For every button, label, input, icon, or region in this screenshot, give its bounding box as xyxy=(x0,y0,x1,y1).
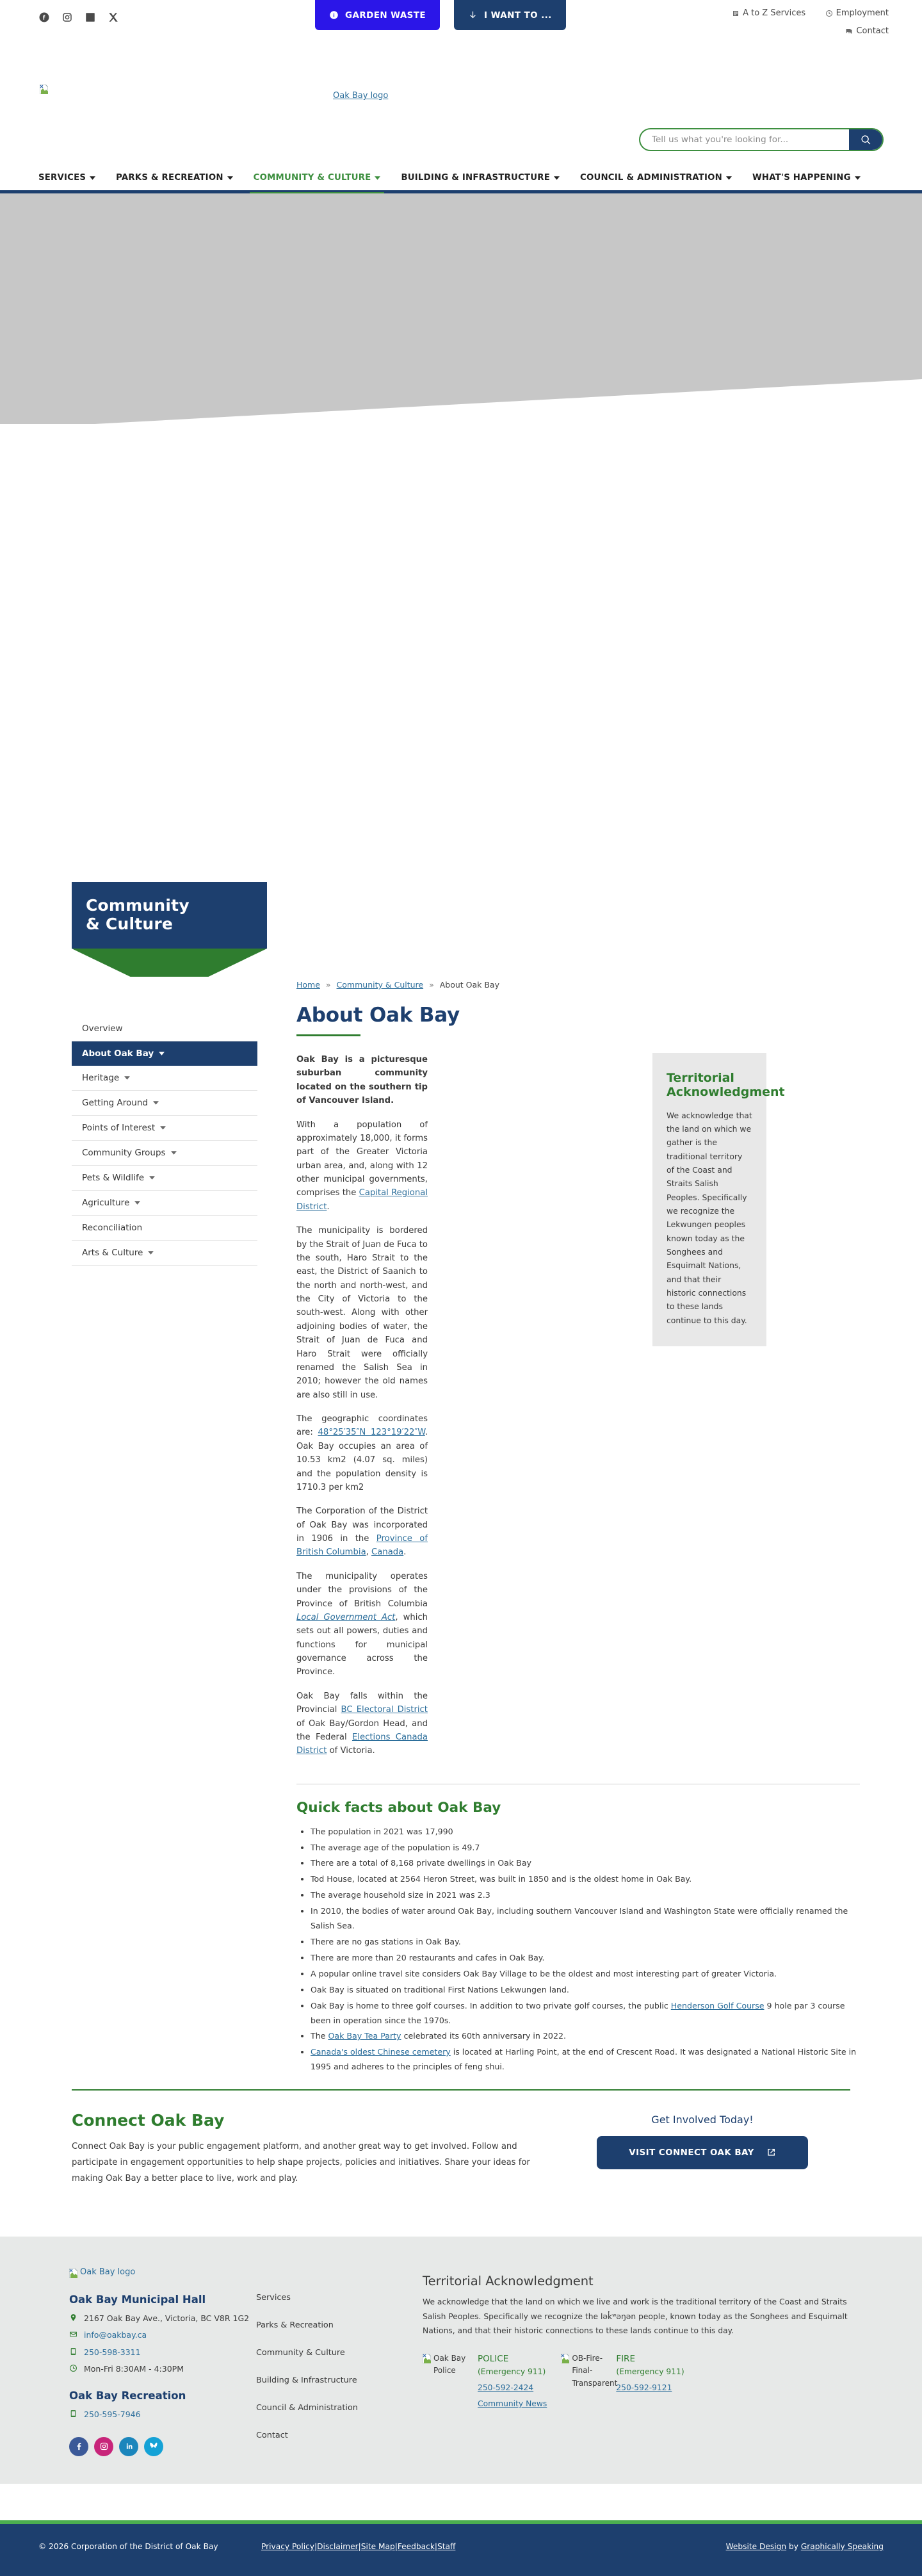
fire-contact xyxy=(561,2352,684,2410)
footer-logo xyxy=(69,2267,135,2277)
chevron-down-icon xyxy=(855,176,861,180)
list-item xyxy=(311,2045,860,2075)
breadcrumb-separator: » xyxy=(325,980,331,990)
staff-link[interactable]: Staff xyxy=(437,2542,456,2551)
fire-phone-link[interactable]: 250-592-9121 xyxy=(616,2383,672,2393)
footer-logo-alt: Oak Bay logo xyxy=(80,2267,136,2277)
community-news-link[interactable]: Community News xyxy=(478,2399,547,2409)
website-design-credit xyxy=(726,2542,884,2551)
coordinates-link[interactable]: 48°25′35″N 123°19′22″W xyxy=(318,1428,425,1438)
footer-email-link[interactable]: info@oakbay.ca xyxy=(84,2330,147,2340)
sidebar-item-arts-culture[interactable] xyxy=(72,1241,257,1266)
sidebar-item-label: Getting Around xyxy=(82,1098,148,1108)
footer-nav-column xyxy=(256,2267,423,2458)
chevron-down-icon xyxy=(227,176,233,180)
police-info xyxy=(478,2352,547,2410)
sidebar-item-points-of-interest[interactable] xyxy=(72,1116,257,1141)
list-item-text: 9 hole par 3 course been in operation since the 1970s. xyxy=(311,2000,845,2025)
employment-label: Employment xyxy=(836,8,889,18)
instagram-icon[interactable] xyxy=(94,2437,113,2456)
phone-icon xyxy=(69,2347,77,2356)
nav-item-community-culture[interactable] xyxy=(254,164,381,192)
phone-icon xyxy=(69,2409,77,2418)
sidebar-item-about-oak-bay[interactable] xyxy=(72,1041,257,1066)
site-map-link[interactable]: Site Map xyxy=(360,2542,395,2551)
breadcrumb-section[interactable]: Community & Culture xyxy=(336,980,424,990)
footer-hours: Mon-Fri 8:30AM - 4:30PM xyxy=(84,2364,184,2374)
i-want-to-label: I WANT TO ... xyxy=(484,10,552,20)
instagram-icon[interactable] xyxy=(61,12,73,23)
site-logo-left[interactable] xyxy=(40,83,51,93)
main-navigation xyxy=(0,165,922,193)
garden-waste-label: GARDEN WASTE xyxy=(345,10,426,20)
sidebar-item-heritage[interactable] xyxy=(72,1066,257,1091)
fire-logo xyxy=(561,2352,618,2390)
list-item-text: Oak Bay is home to three golf courses. In addition to two private golf courses, the public xyxy=(311,2000,671,2010)
paragraph-text: The municipality operates under the provisions of the Province of British Columbia xyxy=(296,1571,428,1609)
list-item: • Tod House, located at 2564 Heron Street, was built in 1850 and is the oldest home in Oak Bay. xyxy=(311,1872,860,1887)
arrow-down-icon xyxy=(468,10,478,20)
contact-link[interactable] xyxy=(845,23,889,40)
chevron-down-icon xyxy=(554,176,560,180)
paragraph-governance xyxy=(296,1570,428,1679)
sidebar-item-getting-around[interactable] xyxy=(72,1091,257,1116)
contact-label: Contact xyxy=(856,26,889,36)
hero-banner xyxy=(0,193,922,462)
footer-link-council-administration[interactable]: Council & Administration xyxy=(256,2403,358,2413)
footer-acknowledgment-column xyxy=(423,2267,884,2458)
i-want-to-button[interactable] xyxy=(454,0,566,30)
sidebar-item-label: Arts & Culture xyxy=(82,1248,143,1258)
police-logo xyxy=(423,2352,470,2377)
list-item: • In 2010, the bodies of water around Oak Bay, including southern Vancouver Island and Washington State were officially renamed the Salish Sea. xyxy=(311,1904,860,1934)
sidebar-item-label: Community Groups xyxy=(82,1148,166,1158)
get-involved-heading: Get Involved Today! xyxy=(651,2114,754,2126)
connect-text-block xyxy=(72,2111,558,2187)
chevron-down-icon xyxy=(124,1076,130,1080)
oak-bay-tea-party-link[interactable]: Oak Bay Tea Party xyxy=(328,2031,401,2041)
sidebar-item-community-groups[interactable] xyxy=(72,1141,257,1166)
nav-label: COMMUNITY & CULTURE xyxy=(253,173,371,183)
footer-link-building-infrastructure[interactable]: Building & Infrastructure xyxy=(256,2376,357,2385)
footer-ack-title: Territorial Acknowledgment xyxy=(423,2274,594,2288)
list-item: • There are more than 20 restaurants and cafes in Oak Bay. xyxy=(311,1951,860,1966)
location-pin-icon xyxy=(69,2313,77,2322)
employment-link[interactable] xyxy=(825,5,889,22)
police-label: POLICE xyxy=(478,2354,509,2365)
chevron-down-icon xyxy=(153,1101,159,1105)
footer-link-community-culture[interactable]: Community & Culture xyxy=(256,2348,345,2358)
sidebar-item-label: Heritage xyxy=(82,1073,120,1083)
nav-label: WHAT'S HAPPENING xyxy=(752,173,851,183)
graphically-speaking-link[interactable]: Graphically Speaking xyxy=(800,2542,884,2551)
logo-row xyxy=(0,44,922,114)
quick-facts-list xyxy=(296,1825,860,2075)
footer-hall-title: Oak Bay Municipal Hall xyxy=(69,2294,206,2306)
paragraph-electoral xyxy=(296,1690,428,1758)
list-item: • The population in 2021 was 17,990 xyxy=(311,1825,860,1839)
footer-hours-row xyxy=(69,2363,256,2375)
list-item-text: The xyxy=(311,2031,328,2041)
connect-cta-block xyxy=(597,2111,808,2169)
envelope-icon xyxy=(69,2329,77,2339)
chevron-down-icon xyxy=(149,1176,155,1180)
footer-address-row xyxy=(69,2312,256,2324)
website-design-link[interactable]: Website Design xyxy=(725,2542,787,2551)
article-text-column xyxy=(296,1053,428,1768)
paragraph-text: . Oak Bay occupies an area of 10.53 km2 (4.07 sq. miles) and the population density is 1710.3 per km2 xyxy=(296,1428,428,1492)
search-row xyxy=(0,114,922,165)
nav-item-council-administration[interactable] xyxy=(580,164,732,192)
paragraph-text: , which sets out all powers, duties and functions for municipal governance across the Province. xyxy=(296,1612,428,1677)
section-title-box xyxy=(72,882,267,949)
paragraph-text: With a population of approximately 18,000, it forms part of the Greater Victoria urban area, and, along with 12 other municipal governments, comprises the xyxy=(296,1120,428,1198)
chevron-down-icon xyxy=(171,1151,177,1155)
footer-social-links xyxy=(69,2437,256,2456)
a-to-z-services-label: A to Z Services xyxy=(743,8,806,18)
paragraph-population xyxy=(296,1118,428,1214)
sidebar-item-agriculture[interactable] xyxy=(72,1191,257,1216)
clock-icon xyxy=(825,10,833,17)
section-sidebar xyxy=(72,1016,257,1266)
chevron-down-icon xyxy=(159,1052,165,1056)
sidebar-item-reconciliation[interactable] xyxy=(72,1216,257,1241)
nav-label: SERVICES xyxy=(38,173,86,183)
disclaimer-link[interactable]: Disclaimer xyxy=(317,2542,359,2551)
title-underline xyxy=(296,1034,360,1036)
broken-image-icon xyxy=(69,2269,77,2278)
nav-label: PARKS & RECREATION xyxy=(116,173,223,183)
footer-link-contact[interactable]: Contact xyxy=(256,2431,288,2440)
copyright-bar xyxy=(0,2524,922,2576)
police-phone-link[interactable]: 250-592-2424 xyxy=(478,2383,534,2393)
garden-waste-button[interactable] xyxy=(315,0,440,30)
chevron-down-icon xyxy=(148,1251,154,1255)
chat-icon xyxy=(845,28,853,35)
henderson-golf-course-link[interactable]: Henderson Golf Course xyxy=(670,2000,764,2010)
visit-button-label: VISIT CONNECT OAK BAY xyxy=(629,2148,754,2158)
paragraph-text: . xyxy=(327,1202,330,1212)
nav-item-parks-recreation[interactable] xyxy=(116,164,233,192)
chevron-down-icon xyxy=(160,1126,166,1130)
chevron-down-icon xyxy=(375,176,380,180)
broken-image-icon xyxy=(561,2354,569,2363)
chevron-down-icon xyxy=(726,176,732,180)
footer-contact-column xyxy=(38,2267,256,2458)
footer-email-row xyxy=(69,2329,256,2341)
nav-label: COUNCIL & ADMINISTRATION xyxy=(580,173,722,183)
chevron-down-icon xyxy=(90,176,95,180)
page-title: About Oak Bay xyxy=(296,1004,460,1027)
list-item: • There are no gas stations in Oak Bay. xyxy=(311,1935,860,1950)
section-title-line2: & Culture xyxy=(86,915,174,933)
copyright-links: Privacy Policy|Disclaimer|Site Map|Feedback|Staff xyxy=(261,2542,456,2551)
sidebar-item-pets-wildlife[interactable] xyxy=(72,1166,257,1191)
clock-icon xyxy=(69,2363,77,2373)
paragraph-text: of Oak Bay/Gordon Head, and the Federal xyxy=(296,1718,428,1742)
list-item xyxy=(311,1999,860,2028)
site-footer xyxy=(0,2237,922,2484)
canada-link[interactable]: Canada xyxy=(371,1547,404,1558)
top-social-links xyxy=(38,12,119,23)
paragraph-coordinates xyxy=(296,1412,428,1494)
list-icon xyxy=(732,10,740,17)
linkedin-icon[interactable] xyxy=(85,12,96,23)
top-quick-links xyxy=(677,5,889,41)
site-search-form xyxy=(639,128,884,151)
external-link-icon xyxy=(766,2148,776,2158)
sidebar-item-overview[interactable] xyxy=(72,1016,257,1041)
site-logo-center-alt: Oak Bay logo xyxy=(333,91,389,101)
paragraph-text: , xyxy=(366,1547,372,1558)
main-content xyxy=(296,1004,860,2076)
province-bc-link[interactable]: Province of British Columbia xyxy=(296,1534,428,1558)
info-icon xyxy=(329,10,339,20)
capital-regional-district-link[interactable]: Capital Regional District xyxy=(296,1188,428,1212)
section-title-flag xyxy=(72,949,267,977)
section-title-card xyxy=(72,882,190,977)
nav-item-building-infrastructure[interactable] xyxy=(401,164,560,192)
paragraph-incorporation xyxy=(296,1504,428,1560)
sidebar-item-label: Pets & Wildlife xyxy=(82,1173,145,1183)
nav-label: BUILDING & INFRASTRUCTURE xyxy=(401,173,550,183)
list-item-text: is located at Harling Point, at the end of Crescent Road. It was designated a National Historic Site in 1995 and adheres to the principles of feng shui. xyxy=(311,2047,857,2072)
footer-phone-link[interactable]: 250-598-3311 xyxy=(84,2347,141,2357)
footer-recreation-title: Oak Bay Recreation xyxy=(69,2389,186,2402)
paragraph-text: Oak Bay falls within the Provincial xyxy=(296,1691,428,1715)
copyright-text: © 2026 Corporation of the District of Oak Bay xyxy=(38,2542,218,2551)
top-cta-group xyxy=(315,0,566,30)
bluesky-icon[interactable] xyxy=(144,2437,163,2456)
broken-image-icon xyxy=(40,85,48,94)
nav-item-whats-happening[interactable] xyxy=(752,164,861,192)
sidebar-item-label: Points of Interest xyxy=(82,1123,156,1133)
sidebar-item-label: Agriculture xyxy=(82,1198,130,1208)
sidebar-item-label: Reconciliation xyxy=(82,1223,143,1233)
top-utility-bar xyxy=(0,0,922,44)
a-to-z-services-link[interactable] xyxy=(732,5,805,22)
list-item: • The average household size in 2021 was 2.3 xyxy=(311,1888,860,1903)
search-icon xyxy=(861,135,871,145)
list-item: • A popular online travel site considers Oak Bay Village to be the oldest and most interesting part of greater Victoria. xyxy=(311,1967,860,1982)
search-button[interactable] xyxy=(849,129,882,150)
quick-facts-title: Quick facts about Oak Bay xyxy=(296,1799,501,1816)
connect-body: Connect Oak Bay is your public engagement platform, and another great way to get involved. Follow and participate in engagement opportunities to help shape projects, policies and initiatives. Share your ideas for making Oak Bay a better place to live, work and play. xyxy=(72,2142,530,2184)
lead-paragraph: Oak Bay is a picturesque suburban community located on the southern tip of Vancouver Island. xyxy=(296,1055,428,1106)
section-divider xyxy=(72,2089,850,2091)
breadcrumb-home[interactable]: Home xyxy=(296,980,320,990)
x-icon[interactable] xyxy=(108,12,119,23)
footer-link-parks-recreation[interactable]: Parks & Recreation xyxy=(256,2320,334,2330)
breadcrumb xyxy=(296,980,499,990)
visit-connect-oak-bay-button[interactable] xyxy=(597,2136,808,2169)
credit-text: by xyxy=(786,2542,801,2551)
broken-image-icon xyxy=(423,2354,431,2363)
list-item: • Oak Bay is situated on traditional First Nations Lekwungen land. xyxy=(311,1983,860,1998)
police-logo-alt: Oak Bay Police xyxy=(433,2354,466,2376)
fire-label: FIRE xyxy=(616,2354,635,2365)
search-input[interactable] xyxy=(640,129,849,150)
paragraph-text: The geographic coordinates are: xyxy=(296,1414,428,1438)
territorial-acknowledgment-box xyxy=(652,1053,785,1346)
site-logo-center[interactable] xyxy=(333,91,388,101)
nav-item-services[interactable] xyxy=(38,164,95,192)
footer-link-services[interactable]: Services xyxy=(256,2293,291,2303)
list-item: • The average age of the population is 49.7 xyxy=(311,1841,860,1855)
footer-phone-row xyxy=(69,2346,256,2358)
list-item: • There are a total of 8,168 private dwellings in Oak Bay xyxy=(311,1856,860,1871)
sidebar-item-label: Overview xyxy=(82,1023,123,1034)
feedback-link[interactable]: Feedback xyxy=(397,2542,435,2551)
fire-emergency-note: (Emergency 911) xyxy=(616,2367,684,2377)
list-item xyxy=(311,2029,860,2044)
emergency-contacts xyxy=(423,2352,884,2410)
paragraph-borders: The municipality is bordered by the Strait of Juan de Fuca to the south, Haro Strait to the east, the District of Saanich to the north and north-west, and the City of Victoria to the south-west. Along with other adjoining bodies of water, the Strait of Juan de Fuca and Haro Strait were officially renamed the Salish Sea in 2010; however the old names are also still in use. xyxy=(296,1226,428,1400)
connect-title: Connect Oak Bay xyxy=(72,2111,225,2130)
paragraph-text: of Victoria. xyxy=(327,1746,375,1756)
quick-facts-section xyxy=(296,1768,860,2075)
privacy-policy-link[interactable]: Privacy Policy xyxy=(261,2542,315,2551)
breadcrumb-current: About Oak Bay xyxy=(439,980,499,990)
connect-oak-bay-section xyxy=(72,2089,850,2187)
sidebar-item-label: About Oak Bay xyxy=(82,1048,154,1059)
territorial-box-body: We acknowledge that the land on which we gather is the traditional territory of the Coast and Straits Salish Peoples. Specifically we recognize the Lekwungen peoples known today as the Songhees and Esquimalt Nations, and that their historic connections to these lands continue to this day. xyxy=(667,1110,752,1325)
paragraph-text: . xyxy=(403,1547,407,1558)
local-government-act-link[interactable]: Local Government Act xyxy=(296,1612,396,1622)
section-title-line1: Community xyxy=(86,896,190,915)
list-item-text: celebrated its 60th anniversary in 2022. xyxy=(401,2031,566,2041)
territorial-box-title: Territorial Acknowledgment xyxy=(667,1071,785,1100)
footer-recreation-phone-row xyxy=(69,2408,256,2420)
fire-info xyxy=(616,2352,684,2394)
footer-ack-body: We acknowledge that the land on which we live and work is the traditional territory of the Coast and Straits Salish Peoples. Specifically we recognize the lək̓ʷəŋən people, known today as the Songhees and Esquimalt Nations, and that their historic connections to these lands continue to this day. xyxy=(423,2297,848,2336)
facebook-icon[interactable] xyxy=(69,2437,88,2456)
footer-address: 2167 Oak Bay Ave., Victoria, BC V8R 1G2 xyxy=(84,2313,250,2323)
facebook-icon[interactable] xyxy=(38,12,50,23)
breadcrumb-separator: » xyxy=(429,980,434,990)
paragraph-text: The Corporation of the District of Oak Bay was incorporated in 1906 in the xyxy=(296,1506,428,1544)
chinese-cemetery-link[interactable]: Canada's oldest Chinese cemetery xyxy=(311,2047,451,2057)
police-emergency-note: (Emergency 911) xyxy=(478,2367,546,2377)
footer-recreation-phone-link[interactable]: 250-595-7946 xyxy=(84,2409,141,2419)
police-contact xyxy=(423,2352,547,2410)
elections-canada-district-link[interactable]: Elections Canada District xyxy=(296,1732,428,1756)
linkedin-icon[interactable] xyxy=(119,2437,138,2456)
chevron-down-icon xyxy=(134,1201,140,1205)
fire-logo-alt: OB-Fire-Final-Transparent xyxy=(572,2354,618,2388)
bc-electoral-district-link[interactable]: BC Electoral District xyxy=(341,1705,428,1715)
